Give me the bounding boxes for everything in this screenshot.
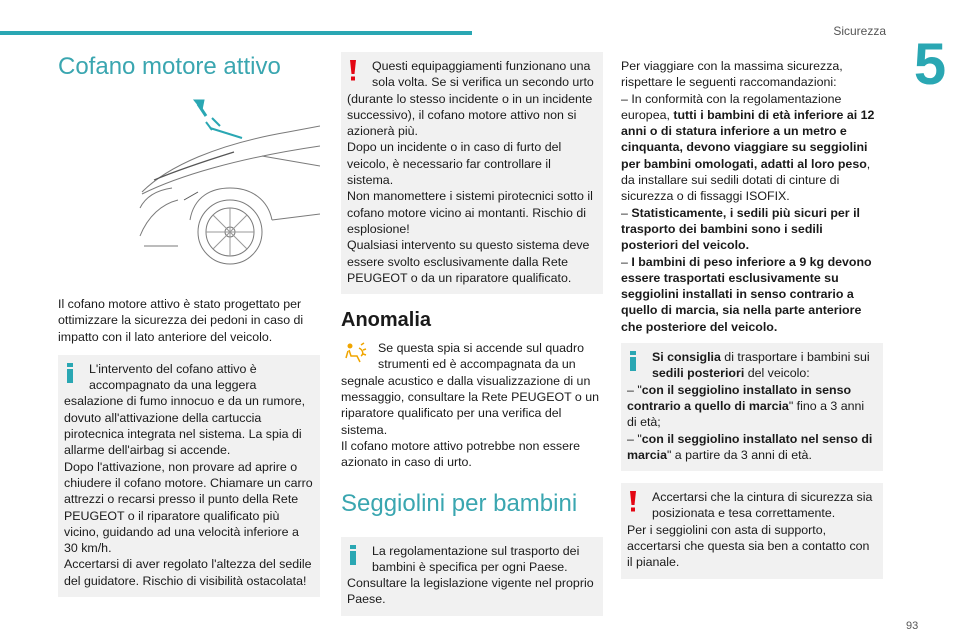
info-icon [628,351,638,376]
page-number: 93 [906,620,919,632]
section-title: Sicurezza [833,24,886,38]
anomalia-section [341,340,603,470]
column-3 [621,58,883,579]
info-icon [348,545,358,570]
warning-cofano-p4: Qualsiasi intervento su questo sistema deve essere svolto esclusivamente dalla Rete PEUGEOT o da un riparatore qualificato. [347,238,590,285]
info-rear-second: sedili posteriori del veicolo: [652,366,810,381]
recommendation-2: – Statisticamente, i sedili più sicuri per il trasporto dei bambini sono i sedili posteriori del veicolo. [621,205,860,253]
recommendation-3: – I bambini di peso inferiore a 9 kg devono essere trasportati esclusivamente su seggiolini installati in senso contrario a quello di marcia, sia nella parte anteriore che posteriore del veicolo. [621,254,872,334]
top-accent-bar [0,31,472,35]
intro-paragraph: Il cofano motore attivo è stato progettato per ottimizzare la sicurezza dei pedoni in caso di impatto con il lato anteriore del veicolo. [58,297,304,344]
info-box-seggiolini [341,537,603,616]
recommendations-intro: Per viaggiare con la massima sicurezza, rispettare le seguenti raccomandazioni: [621,59,843,90]
anomalia-p2: Il cofano motore attivo potrebbe non essere azionato in caso di urto. [341,438,581,470]
warning-icon [348,60,358,87]
warning-cofano-rest: (durante lo stesso incidente o in un incidente successivo), il cofano motore attivo non si azionerà più. [347,91,593,139]
info-cofano-p3: Accertarsi di aver regolato l'altezza del sedile del guidatore. Rischio di visibilità ostacolata! [64,557,312,588]
info-rear-item-1: – "con il seggiolino installato in senso contrario a quello di marcia" fino a 3 anni di età; [627,382,865,430]
airbag-warning-lamp-icon [341,342,367,369]
info-seggiolini-rest: Consultare la legislazione vigente nel proprio Paese. [347,576,594,607]
warning-cofano-p2: Dopo un incidente o in caso di furto del veicolo, è necessario far controllare il sistema. [347,140,562,188]
info-rear-first: Si consiglia di trasportare i bambini sui [652,350,870,365]
warning-cofano-first: Questi equipaggiamenti funzionano una sola volta. Se si verifica un secondo urto [372,59,594,90]
anomalia-rest: segnale acustico e dalla visualizzazione di un messaggio, consultare la Rete PEUGEOT o un riparatore qualificato per una verifica del sistema. [341,373,600,437]
heading-anomalia: Anomalia [341,309,432,332]
recommendation-1: – In conformità con la regolamentazione europea, tutti i bambini di età inferiore ai 12 anni o di statura inferiore a un metro e cinquanta, devono viaggiare su seggiolini per bambini omologati, adatti al loro peso, da installare sui sedili dotati di cinture di sicurezza o di fissaggi ISOFIX. [621,91,875,204]
warning-box-seatbelt [621,483,883,578]
warning-seatbelt-first: Accertarsi che la cintura di sicurezza sia posizionata e tesa correttamente. [652,490,873,521]
info-cofano-p2: Dopo l'attivazione, non provare ad aprire o chiudere il cofano motore. Chiamare un carro attrezzi o recarsi presso il punto della Rete PEUGEOT o il riparatore qualificato più vicino, guidando ad una velocità inferiore a 30 km/h. [64,459,313,556]
chapter-number: 5 [913,32,947,97]
info-cofano-first: L'intervento del cofano attivo è accompagnato da una leggera [89,361,257,393]
anomalia-first: Se questa spia si accende sul quadro strumenti ed è accompagnata da un [378,341,584,372]
warning-cofano-p3: Non manomettere i sistemi pirotecnici sotto il cofano motore vicino ai montanti. Rischio di esplosione! [347,189,593,236]
column-1 [58,52,320,597]
heading-cofano: Cofano motore attivo [58,53,281,80]
info-box-cofano [58,355,320,597]
warning-icon [628,491,638,518]
info-icon [65,363,75,388]
bonnet-illustration [138,96,320,266]
info-rear-item-2: – "con il seggiolino installato nel senso di marcia" a partire da 3 anni di età. [627,431,873,462]
warning-box-cofano [341,52,603,294]
warning-seatbelt-rest: Per i seggiolini con asta di supporto, accertarsi che questa sia ben a contatto con il pianale. [627,522,870,570]
info-seggiolini-first: La regolamentazione sul trasporto dei bambini è specifica per ogni Paese. [372,543,580,574]
info-cofano-rest: esalazione di fumo innocuo e da un rumore, dovuto all'attivazione della cartuccia pirotecnica integrata nel sistema. La spia di allarme dell'airbag si accende. [64,394,306,458]
heading-seggiolini: Seggiolini per bambini [341,489,578,517]
column-2 [341,52,603,616]
info-box-rear-seats [621,343,883,471]
